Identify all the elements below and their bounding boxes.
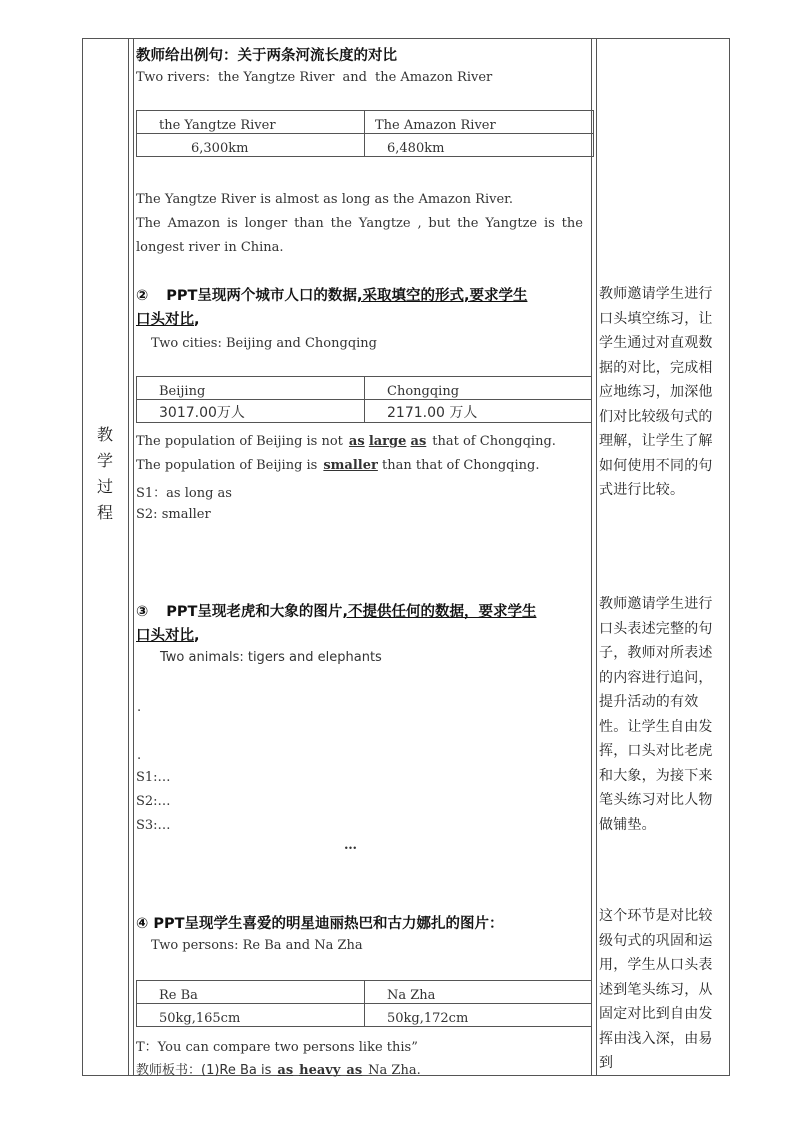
rivers-subtitle-b: the Amazon River bbox=[374, 70, 493, 85]
animals-heading-line2-text: 口头对比 bbox=[136, 628, 194, 644]
word: Yangtze bbox=[485, 216, 538, 231]
cities-heading-line2-text: 口头对比 bbox=[136, 312, 194, 328]
cities-heading-line2-tail: , bbox=[194, 312, 200, 328]
side-label-char: 学 bbox=[96, 451, 113, 470]
table-row bbox=[137, 134, 594, 157]
table-header-cell: Beijing bbox=[137, 377, 365, 400]
table-cell: 6,480km bbox=[365, 134, 594, 157]
animals-heading bbox=[136, 600, 536, 621]
word: Yangtze bbox=[358, 216, 411, 231]
animals-subtitle: Two animals: tigers and elephants bbox=[160, 650, 382, 665]
side-label-char: 教 bbox=[96, 425, 113, 444]
persons-heading: ④ PPT呈现学生喜爱的明星迪丽热巴和古力娜扎的图片： bbox=[136, 916, 504, 932]
rivers-data-table bbox=[136, 110, 594, 157]
word: but bbox=[428, 216, 451, 231]
persons-data-table bbox=[136, 980, 592, 1027]
rivers-sentence-2 bbox=[136, 216, 583, 231]
table-header-cell: The Amazon River bbox=[365, 111, 594, 134]
sentence-text: than that of Chongqing. bbox=[382, 458, 540, 473]
persons-subtitle: Two persons: Re Ba and Na Zha bbox=[151, 938, 363, 953]
word: longer bbox=[244, 216, 288, 231]
column-divider bbox=[596, 38, 597, 1076]
table-cell: 50kg,165cm bbox=[137, 1004, 365, 1027]
teaching-process-label bbox=[95, 422, 115, 526]
sentence-text: The population of Beijing is bbox=[136, 458, 318, 473]
animals-heading-text: PPT呈现老虎和大象的图片 bbox=[166, 604, 343, 620]
cities-data-table bbox=[136, 376, 592, 423]
cities-heading bbox=[136, 284, 527, 305]
animals-dot: . bbox=[137, 748, 142, 763]
cities-s1: S1：as long as bbox=[136, 486, 232, 501]
word: than bbox=[294, 216, 324, 231]
rivers-subtitle-label: Two rivers: bbox=[136, 70, 210, 85]
table-header-cell: the Yangtze River bbox=[137, 111, 365, 134]
board-blank-as: as bbox=[346, 1063, 363, 1078]
side-label-char: 程 bbox=[96, 503, 113, 522]
board-label: 教师板书：(1)Re Ba is bbox=[136, 1063, 272, 1078]
cities-s2: S2: smaller bbox=[136, 507, 211, 522]
word: the bbox=[457, 216, 479, 231]
word: is bbox=[543, 216, 555, 231]
cities-sentence-2 bbox=[136, 458, 539, 473]
table-row bbox=[137, 111, 594, 134]
sentence-text: that of Chongqing. bbox=[432, 434, 556, 449]
side-label-char: 过 bbox=[96, 477, 113, 496]
table-header-cell: Na Zha bbox=[365, 981, 592, 1004]
animals-s3: S3:… bbox=[136, 818, 171, 833]
cities-subtitle: Two cities: Beijing and Chongqing bbox=[151, 336, 378, 351]
column-divider bbox=[128, 38, 129, 1076]
word: the bbox=[561, 216, 583, 231]
persons-teacher-note: 这个环节是对比较级句式的巩固和运用，学生从口头表述到笔头练习，从固定对比到自由发挥由浅入深，由易到 bbox=[599, 908, 713, 1071]
board-tail: Na Zha. bbox=[368, 1063, 421, 1078]
sentence-text: The population of Beijing is not bbox=[136, 434, 343, 449]
word: Amazon bbox=[167, 216, 221, 231]
word: is bbox=[226, 216, 238, 231]
rivers-subtitle-and: and bbox=[342, 70, 367, 85]
blank-as: as bbox=[348, 434, 365, 449]
animals-heading-line2 bbox=[136, 624, 200, 645]
blank-smaller: smaller bbox=[323, 458, 378, 473]
word: the bbox=[330, 216, 352, 231]
column-divider bbox=[591, 38, 592, 1076]
animals-dot: . bbox=[137, 700, 142, 715]
table-cell: 3017.00万人 bbox=[137, 400, 365, 423]
rivers-sentence-1: The Yangtze River is almost as long as the Amazon River. bbox=[136, 192, 514, 207]
animals-ellipsis: … bbox=[344, 838, 357, 853]
rivers-subtitle-a: the Yangtze River bbox=[217, 70, 335, 85]
persons-board-writing bbox=[136, 1059, 421, 1078]
animals-heading-num: ③ bbox=[136, 604, 149, 620]
board-blank-as: as bbox=[277, 1063, 294, 1078]
table-row bbox=[137, 981, 592, 1004]
board-blank-heavy: heavy bbox=[299, 1063, 341, 1078]
rivers-subtitle bbox=[136, 70, 492, 85]
table-row bbox=[137, 377, 592, 400]
blank-large: large bbox=[368, 434, 407, 449]
rivers-heading: 教师给出例句：关于两条河流长度的对比 bbox=[136, 48, 397, 64]
animals-heading-line2-tail: , bbox=[194, 628, 200, 644]
cities-heading-line2 bbox=[136, 308, 200, 329]
animals-s2: S2:… bbox=[136, 794, 171, 809]
blank-as: as bbox=[410, 434, 427, 449]
table-cell: 2171.00 万人 bbox=[365, 400, 592, 423]
animals-s1: S1:… bbox=[136, 770, 171, 785]
cities-teacher-note: 教师邀请学生进行口头填空练习，让学生通过对直观数据的对比，完成相应地练习，加深他们对比较级句式的理解，让学生了解如何使用不同的句式进行比较。 bbox=[599, 286, 713, 498]
table-cell: 6,300km bbox=[137, 134, 365, 157]
word: The bbox=[136, 216, 161, 231]
cities-heading-num: ② bbox=[136, 288, 149, 304]
cities-heading-text: PPT呈现两个城市人口的数据 bbox=[166, 288, 357, 304]
cities-heading-underlined: ,采取填空的形式,要求学生 bbox=[356, 288, 528, 304]
table-header-cell: Re Ba bbox=[137, 981, 365, 1004]
animals-teacher-note: 教师邀请学生进行口头表述完整的句子，教师对所表述的内容进行追问，提升活动的有效性。让学生自由发挥，口头对比老虎和大象，为接下来笔头练习对比人物做铺垫。 bbox=[599, 596, 713, 833]
persons-prompt: T：You can compare two persons like this” bbox=[136, 1040, 418, 1055]
table-header-cell: Chongqing bbox=[365, 377, 592, 400]
table-cell: 50kg,172cm bbox=[365, 1004, 592, 1027]
cities-sentence-1 bbox=[136, 434, 556, 449]
animals-heading-underlined: ,不提供任何的数据，要求学生 bbox=[342, 604, 537, 620]
rivers-sentence-3: longest river in China. bbox=[136, 240, 284, 255]
table-row bbox=[137, 1004, 592, 1027]
word: , bbox=[417, 216, 422, 231]
column-divider bbox=[133, 38, 134, 1076]
table-row bbox=[137, 400, 592, 423]
